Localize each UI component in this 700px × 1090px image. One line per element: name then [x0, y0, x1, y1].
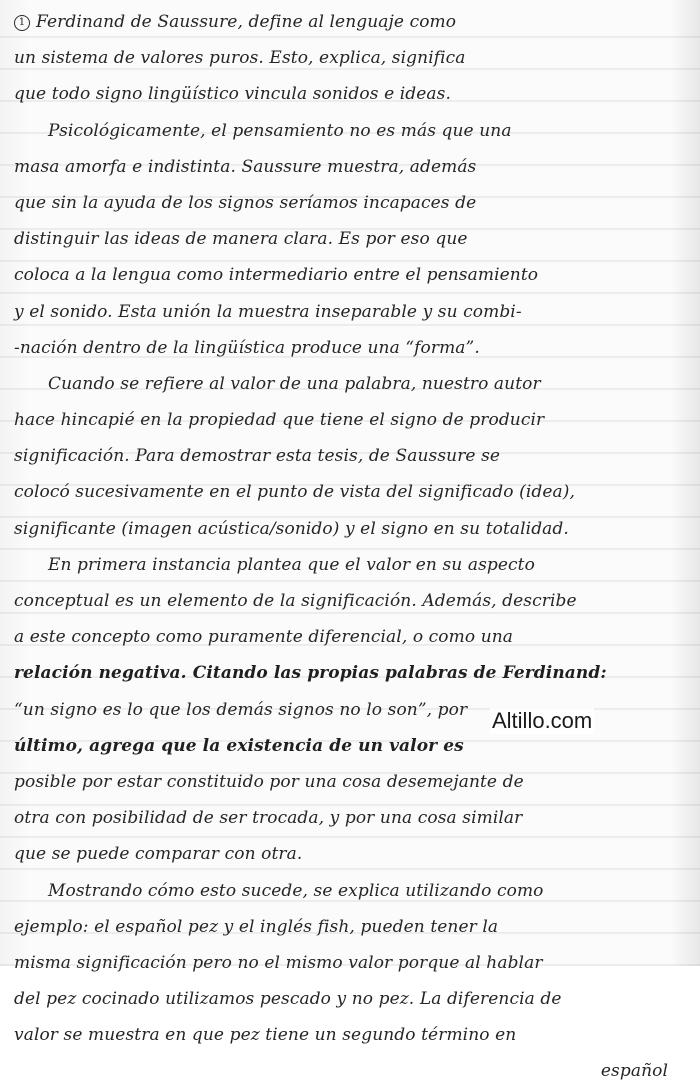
- text-line-2: un sistema de valores puros. Esto, explica, significa: [14, 48, 466, 69]
- text-line-28: del pez cocinado utilizamos pescado y no pez. La diferencia de: [14, 989, 562, 1010]
- text-line-24: que se puede comparar con otra.: [14, 844, 303, 865]
- text-line-10: -nación dentro de la lingüística produce una “forma”.: [14, 337, 480, 358]
- text-line-3: que todo signo lingüístico vincula sonidos e ideas.: [14, 84, 451, 105]
- handwritten-text-block: [14, 4, 692, 1081]
- text-line-20: “un signo es lo que los demás signos no lo son”, por: [14, 699, 468, 720]
- text-line-14: colocó sucesivamente en el punto de vista del significado (idea),: [14, 482, 576, 503]
- text-line-21: último, agrega que la existencia de un valor es: [14, 735, 464, 756]
- text-line-1: [14, 4, 692, 40]
- text-line-17: conceptual es un elemento de la significación. Además, describe: [14, 591, 577, 611]
- text-line-11: Cuando se refiere al valor de una palabra, nuestro autor: [48, 373, 541, 394]
- text-line-22: posible por estar constituido por una cosa desemejante de: [14, 771, 524, 792]
- text-line-8: coloca a la lengua como intermediario entre el pensamiento: [14, 265, 539, 286]
- text-line-13: significación. Para demostrar esta tesis, de Saussure se: [14, 446, 501, 467]
- text-line-16: En primera instancia plantea que el valor en su aspecto: [48, 554, 535, 575]
- text-line-5: masa amorfa e indistinta. Saussure muestra, además: [14, 156, 477, 177]
- text-line-6: que sin la ayuda de los signos seríamos incapaces de: [14, 192, 477, 213]
- watermark-label: Altillo.com: [492, 708, 593, 733]
- text-line-18: a este concepto como puramente diferencial, o como una: [14, 627, 514, 648]
- text-line-4: Psicológicamente, el pensamiento no es más que una: [48, 120, 512, 141]
- text-line-7: distinguir las ideas de manera clara. Es por eso que: [14, 229, 468, 250]
- text-line-27: misma significación pero no el mismo valor porque al hablar: [14, 952, 543, 973]
- text-line-15: significante (imagen acústica/sonido) y el signo en su totalidad.: [14, 518, 569, 539]
- text-line-1-content: Ferdinand de Saussure, define al lenguaje como: [36, 12, 457, 32]
- text-line-19: relación negativa. Citando las propias palabras de Ferdinand:: [14, 663, 607, 684]
- text-line-25: Mostrando cómo esto sucede, se explica utilizando como: [48, 880, 544, 901]
- text-line-9: y el sonido. Esta unión la muestra inseparable y su combi-: [14, 301, 522, 322]
- text-line-29: valor se muestra en que pez tiene un segundo término en: [14, 1025, 517, 1046]
- text-line-23: otra con posibilidad de ser trocada, y por una cosa similar: [14, 808, 523, 829]
- text-line-12: hace hincapié en la propiedad que tiene el signo de producir: [14, 410, 545, 431]
- text-line-30: español: [600, 1061, 668, 1082]
- item-number-badge: 1: [14, 15, 30, 31]
- text-line-26: ejemplo: el español pez y el inglés fish, pueden tener la: [14, 916, 499, 937]
